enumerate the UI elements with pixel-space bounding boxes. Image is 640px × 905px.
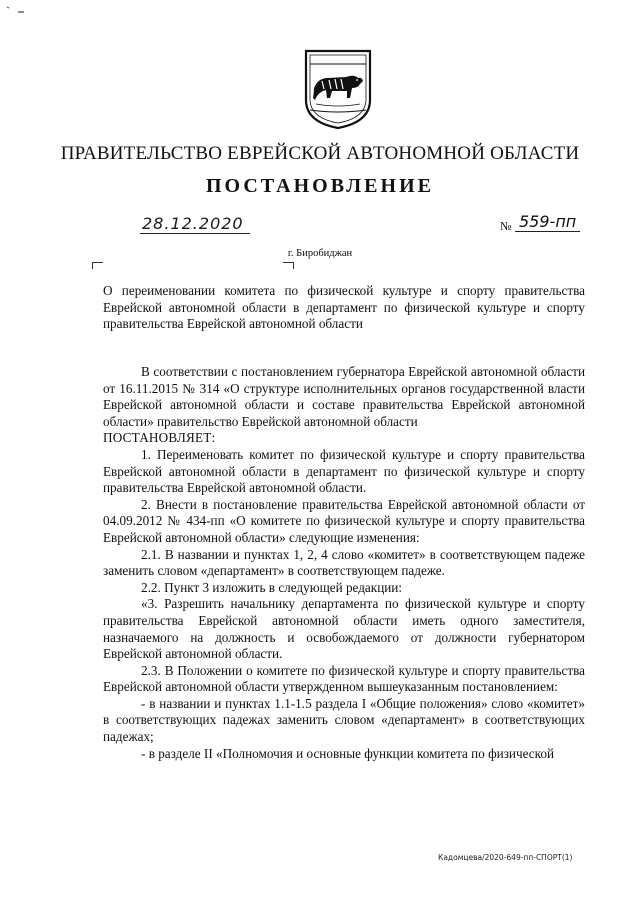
tiger-emblem-icon (302, 48, 374, 130)
clause-2-1: 2.1. В названии и пунктах 1, 2, 4 слово «комитет» в соответствующем падеже заменить словом «департамент» в соответствующем падеже. (103, 546, 585, 579)
subject-bracket-left (92, 262, 103, 269)
document-number: 559-пп (515, 212, 580, 232)
document-type: ПОСТАНОВЛЕНИЕ (206, 175, 434, 197)
preamble-paragraph: В соответствии с постановлением губернатора Еврейской автономной области от 16.11.2015 № 314 «О структуре исполнительных органов государственной власти Еврейской автономной области и составе правительства Еврейской автономной области» правительство Еврейской автономной области (103, 364, 585, 429)
government-title: ПРАВИТЕЛЬСТВО ЕВРЕЙСКОЙ АВТОНОМНОЙ ОБЛАСТИ (60, 143, 580, 164)
clause-2-3-item-1: - в названии и пунктах 1.1-1.5 раздела I «Общие положения» слово «комитет» в соответствующих падежах заменить словом «департамент» в соответствующих падежах; (103, 695, 585, 745)
subject-bracket-right (283, 262, 294, 269)
number-sign: № (500, 219, 512, 233)
document-body (103, 364, 585, 762)
clause-1: 1. Переименовать комитет по физической культуре и спорту правительства Еврейской автономной области в департамент по физической культуре и спорту правительства Еврейской автономной области. (103, 446, 585, 496)
clause-2-3-item-2: - в разделе II «Полномочия и основные функции комитета по физической (141, 745, 555, 761)
document-date: 28.12.2020 (140, 214, 250, 234)
clause-2-3: 2.3. В Положении о комитете по физической культуре и спорту правительства Еврейской автономной области утвержденном вышеуказанным постановлением: (103, 662, 585, 695)
resolves-heading: ПОСТАНОВЛЯЕТ: (103, 430, 216, 446)
document-footer-code: Кадомцева/2020-649-пп-СПОРТ(1) (438, 853, 573, 862)
scan-mark (6, 6, 26, 14)
clause-2-2: 2.2. Пункт 3 изложить в следующей редакции: (141, 579, 403, 595)
city: г. Биробиджан (287, 248, 353, 259)
clause-2-2-text: «3. Разрешить начальнику департамента по физической культуре и спорту правительства Еврейской автономной области иметь одного заместителя, назначаемого на должность и освобождаемого от должности губернатором Еврейской автономной области. (103, 596, 585, 662)
clause-2: 2. Внести в постановление правительства Еврейской автономной области от 04.09.2012 № 434-пп «О комитете по физической культуре и спорту правительства Еврейской автономной области» следующие изменения: (103, 496, 585, 545)
document-subject: О переименовании комитета по физической культуре и спорту правительства Еврейской автономной области в департамент по физической культуре и спорту правительства Еврейской автономной области (103, 283, 585, 331)
